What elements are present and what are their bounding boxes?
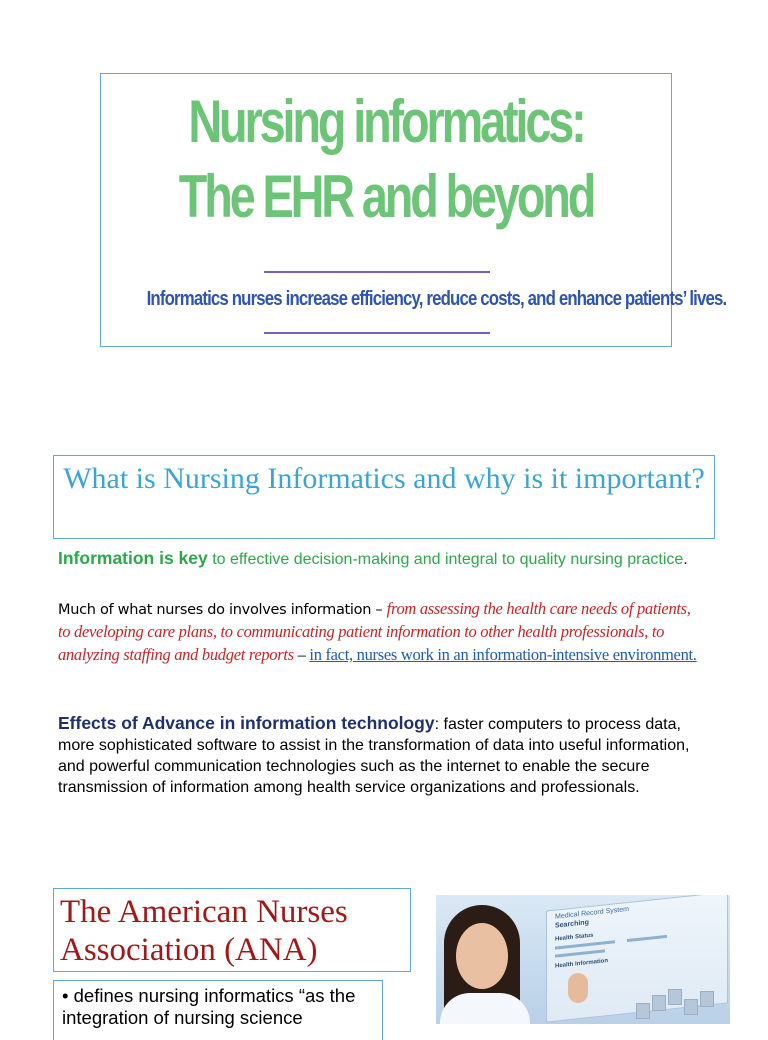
nurse-coat	[440, 993, 530, 1024]
panel-row	[555, 949, 605, 957]
information-key-rest: to effective decision-making and integral to quality nursing practice	[207, 551, 684, 568]
information-intensive-link[interactable]: in fact, nurses work in an information-intensive environment.	[309, 645, 697, 664]
data-block-icon	[684, 999, 698, 1015]
information-key-period: .	[683, 551, 688, 568]
question-box	[53, 455, 715, 539]
banner-divider-bottom	[264, 332, 490, 334]
banner-divider-top	[264, 271, 490, 273]
paragraph-information-key	[58, 547, 706, 571]
nurse-face	[456, 923, 508, 989]
panel-row	[555, 940, 615, 949]
question-heading: What is Nursing Informatics and why is it important?	[63, 462, 705, 495]
ana-heading-box	[53, 888, 411, 972]
banner-title-line1: Nursing informatics:	[188, 88, 584, 155]
nurses-information-italic: from assessing the health care needs of patients, to developing care plans, to communicating patient information to other health professionals, to analyzing staffing and budget reports	[58, 599, 691, 664]
ana-bullet-item	[62, 985, 382, 1029]
banner-subtitle: Informatics nurses increase efficiency, reduce costs, and enhance patients’ lives.	[146, 288, 727, 310]
data-block-icon	[700, 991, 714, 1007]
data-block-icon	[636, 1003, 650, 1019]
information-key-lead: Information is key	[58, 548, 208, 568]
bullet-dot-icon: •	[62, 985, 74, 1006]
paragraph-nurses-information	[58, 598, 706, 667]
data-block-icon	[652, 995, 666, 1011]
banner-title	[164, 84, 609, 234]
banner-title-line2: The EHR and beyond	[178, 163, 594, 230]
paragraph-advance-technology	[58, 713, 706, 798]
advance-technology-rest: : faster computers to process data, more sophisticated software to assist in the transformation of data into useful information, and powerful communication technologies such as the internet to enable the secure transmission of information among health service organizations and professionals.	[58, 716, 690, 796]
ana-bullet-text: defines nursing informatics “as the integration of nursing science	[62, 985, 356, 1028]
panel-health-information: Health Information	[555, 958, 609, 970]
ana-heading: The American Nurses Association (ANA)	[60, 894, 348, 968]
panel-title: Medical Record System	[555, 905, 629, 921]
nurse-photo	[436, 895, 730, 1024]
data-block-icon	[668, 989, 682, 1005]
nurses-information-dash: –	[293, 645, 310, 664]
nurses-information-plain: Much of what nurses do involves information –	[58, 602, 387, 618]
panel-row	[627, 935, 667, 942]
panel-searching: Searching	[555, 919, 589, 930]
ana-bullet-box	[53, 980, 383, 1040]
title-banner	[100, 73, 727, 347]
nurse-hand	[568, 973, 588, 1003]
panel-health-status: Health Status	[555, 932, 594, 943]
advance-technology-lead: Effects of Advance in information technology	[58, 713, 435, 733]
